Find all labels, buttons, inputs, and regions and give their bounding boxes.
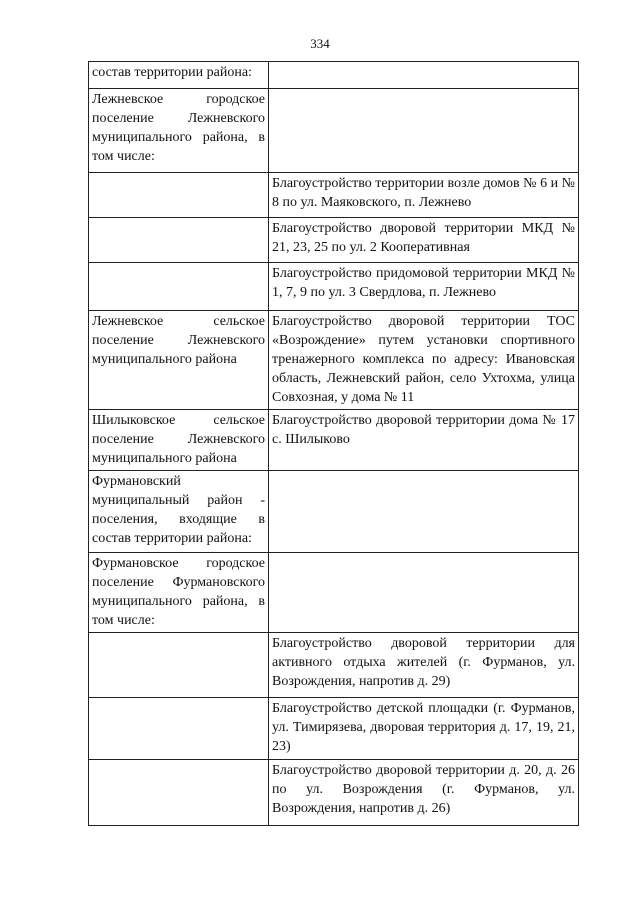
table-cell-territory	[89, 760, 269, 826]
table-cell-project: Благоустройство дворовой территории ТОС «Возрождение» путем установки спортивного тренажерного комплекса по адресу: Ивановская область, Лежневский район, село Ухтохма, улица Совхозная, у дома № 11	[269, 311, 579, 410]
table-cell-territory: состав территории района:	[89, 62, 269, 89]
table-cell-territory	[89, 218, 269, 263]
table-row	[89, 311, 579, 410]
table-cell-territory	[89, 263, 269, 311]
table-cell-project: Благоустройство дворовой территории дома № 17 с. Шилыково	[269, 410, 579, 471]
program-table	[88, 61, 579, 826]
table-cell-territory: Фурмановское городское поселение Фурмановского муниципального района, в том числе:	[89, 553, 269, 633]
table-row	[89, 760, 579, 826]
table-cell-project: Благоустройство детской площадки (г. Фурманов, ул. Тимирязева, дворовая территория д. 17, 19, 21, 23)	[269, 698, 579, 760]
table-row	[89, 89, 579, 173]
table-cell-territory: Лежневское городское поселение Лежневского муниципального района, в том числе:	[89, 89, 269, 173]
table-cell-territory: Лежневское сельское поселение Лежневского муниципального района	[89, 311, 269, 410]
table-row	[89, 218, 579, 263]
table-row	[89, 410, 579, 471]
table-cell-project	[269, 89, 579, 173]
table-cell-territory	[89, 173, 269, 218]
table-row	[89, 633, 579, 698]
table-cell-project	[269, 471, 579, 553]
table-row	[89, 471, 579, 553]
table-cell-project: Благоустройство придомовой территории МКД № 1, 7, 9 по ул. 3 Свердлова, п. Лежнево	[269, 263, 579, 311]
table-cell-territory: Фурмановский муниципальный район - поселения, входящие в состав территории района:	[89, 471, 269, 553]
table-cell-project	[269, 553, 579, 633]
table-row	[89, 553, 579, 633]
table-row	[89, 62, 579, 89]
page-number: 334	[310, 36, 330, 51]
table-row	[89, 173, 579, 218]
table-row	[89, 263, 579, 311]
table-cell-project: Благоустройство территории возле домов № 6 и № 8 по ул. Маяковского, п. Лежнево	[269, 173, 579, 218]
table-cell-project: Благоустройство дворовой территории д. 20, д. 26 по ул. Возрождения (г. Фурманов, ул. Возрождения, напротив д. 26)	[269, 760, 579, 826]
table-cell-territory	[89, 633, 269, 698]
table-cell-territory	[89, 698, 269, 760]
table-cell-project	[269, 62, 579, 89]
table-cell-territory: Шилыковское сельское поселение Лежневского муниципального района	[89, 410, 269, 471]
table-cell-project: Благоустройство дворовой территории МКД № 21, 23, 25 по ул. 2 Кооперативная	[269, 218, 579, 263]
table-row	[89, 698, 579, 760]
table-cell-project: Благоустройство дворовой территории для активного отдыха жителей (г. Фурманов, ул. Возрождения, напротив д. 29)	[269, 633, 579, 698]
